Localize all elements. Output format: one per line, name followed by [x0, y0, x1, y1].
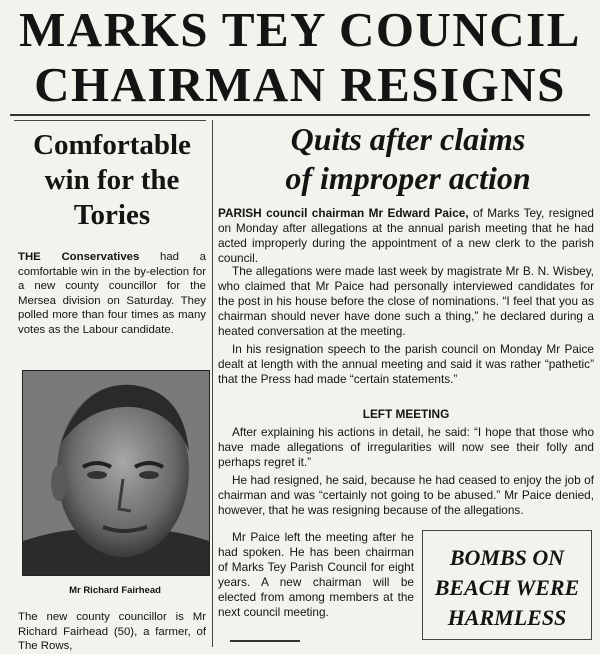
left-story-text: had a comfortable win in the by-election for a new county councillor for the Mersea division on Saturday. They polled more than four times as many votes as the Labour candidate.: [18, 251, 206, 336]
main-story-lead: PARISH council chairman Mr Edward Paice,: [218, 206, 469, 220]
left-story-body-2: The new county councillor is Mr Richard Fairhead (50), a farmer, of The Rows,: [18, 611, 206, 653]
bombs-headline-box: [422, 530, 592, 640]
left-story-body: [18, 250, 206, 338]
box-line-3: HARMLESS: [447, 605, 567, 630]
main-story-paragraph-1: [218, 206, 594, 266]
portrait-photo: [22, 370, 210, 576]
bottom-rule: [230, 640, 300, 642]
photo-caption: Mr Richard Fairhead: [69, 585, 161, 596]
headline-line-1: MARKS TEY COUNCIL: [19, 2, 581, 57]
left-story-lead: THE Conservatives: [18, 251, 140, 263]
p4-text: Mr Paice left the meeting after he had spoken. He has been chairman of Marks Tey Parish Council for eight years. A new chairman will be elected from among members at the next council meeting.: [218, 530, 414, 619]
left-story-headline: [14, 128, 210, 233]
left-head-line-2: win for the: [44, 164, 180, 196]
main-headline: [0, 2, 600, 112]
main-story-paragraph-2: [218, 264, 594, 390]
portrait-illustration: [23, 371, 209, 575]
headline-line-2: CHAIRMAN RESIGNS: [34, 57, 566, 112]
left-head-line-3: Tories: [73, 199, 151, 231]
subhead-line-1: Quits after claims: [290, 121, 526, 157]
left-head-line-1: Comfortable: [33, 129, 191, 161]
main-story-p1-text: of Marks Tey, resigned on Monday after allegations at the annual parish meeting that he had acted improperly during the appointment of a new clerk to the parish council.: [218, 206, 594, 265]
box-line-1: BOMBS ON: [449, 545, 565, 570]
main-story-paragraph-4: [218, 530, 414, 623]
headline-rule: [10, 114, 590, 116]
main-story-subheadline: [216, 120, 600, 198]
subhead-line-2: of improper action: [285, 160, 531, 196]
box-line-2: BEACH WERE: [434, 575, 580, 600]
p3-text: After explaining his actions in detail, he said: “I hope that those who have made allegations of irregularities will now see their folly and perhaps regret it.”: [218, 425, 594, 469]
left-column-rule: [14, 120, 206, 121]
column-rule: [212, 120, 213, 647]
p2b-text: In his resignation speech to the parish council on Monday Mr Paice dealt at length with the annual meeting and said it was rather “pathetic” that the Press had made “certain statements.”: [218, 342, 594, 386]
left-meeting-subhead: LEFT MEETING: [362, 407, 450, 421]
p3b-text: He had resigned, he said, because he had ceased to enjoy the job of chairman and was “certainly not going to be abused.” Mr Paice denied, however, that he was resigning because of the allegations.: [218, 473, 594, 517]
main-story-paragraph-3: [218, 425, 594, 521]
p2-text: The allegations were made last week by magistrate Mr B. N. Wisbey, who claimed that Mr Paice had personally interviewed candidates for the post in his house before the close of nominations. “I feel that you as chairman should never have done such a thing,” he declared during a heated conversation at the meeting.: [218, 264, 594, 338]
